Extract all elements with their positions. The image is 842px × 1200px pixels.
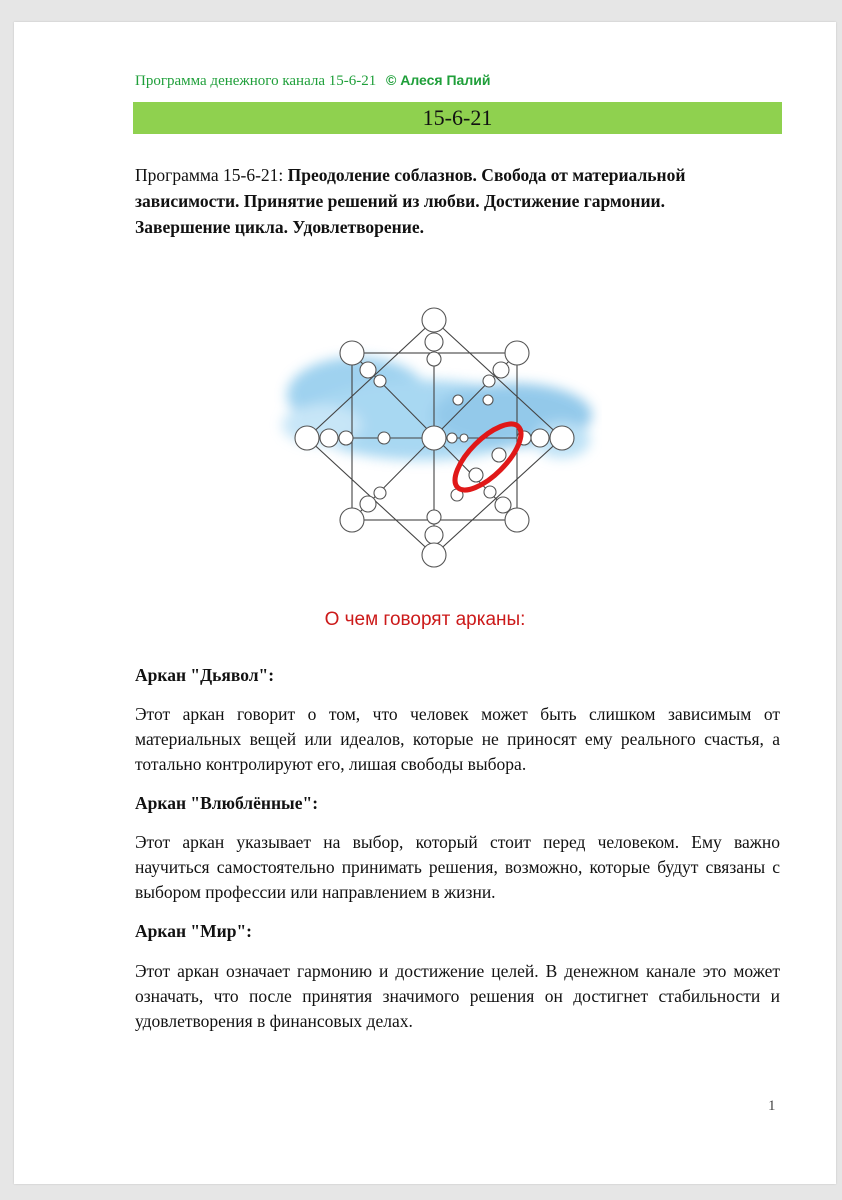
arcana-title-devil: Аркан "Дьявол": [135,665,275,685]
intro-bold-text: Преодоление соблазнов. Свобода от материальной зависимости. Принятие решений из любви. Достижение гармонии. Завершение цикла. Удовлетворение. [135,165,686,237]
arcana-title-world: Аркан "Мир": [135,921,252,941]
program-line: Программа денежного канала 15-6-21 [135,73,377,89]
document-page [14,22,836,1184]
title-bar: 15-6-21 [133,102,782,134]
page-number: 1 [768,1098,776,1114]
matrix-diagram [262,280,602,580]
arcana-title-lovers: Аркан "Влюблённые": [135,793,319,813]
arcana-text-world: Этот аркан означает гармонию и достижение целей. В денежном канале это может означать, что после принятия значимого решения он достигнет стабильности и удовлетворения в финансовых делах. [135,961,780,1031]
arcana-text-devil: Этот аркан говорит о том, что человек может быть слишком зависимым от материальных вещей или идеалов, которые не приносят ему реального счастья, а тотально контролируют его, лишая свободы выбора. [135,704,780,774]
section-heading: О чем говорят арканы: [324,609,526,630]
intro-prefix: Программа 15-6-21: [135,165,288,185]
author-credit: © Алеся Палий [386,72,491,88]
intro-paragraph [135,162,755,240]
page-header [135,72,490,90]
arcana-text-lovers: Этот аркан указывает на выбор, который стоит перед человеком. Ему важно научиться самостоятельно принимать решения, возможно, которые будут связаны с выбором профессии или направлением в жизни. [135,832,780,902]
diagram-nodes [295,308,574,567]
